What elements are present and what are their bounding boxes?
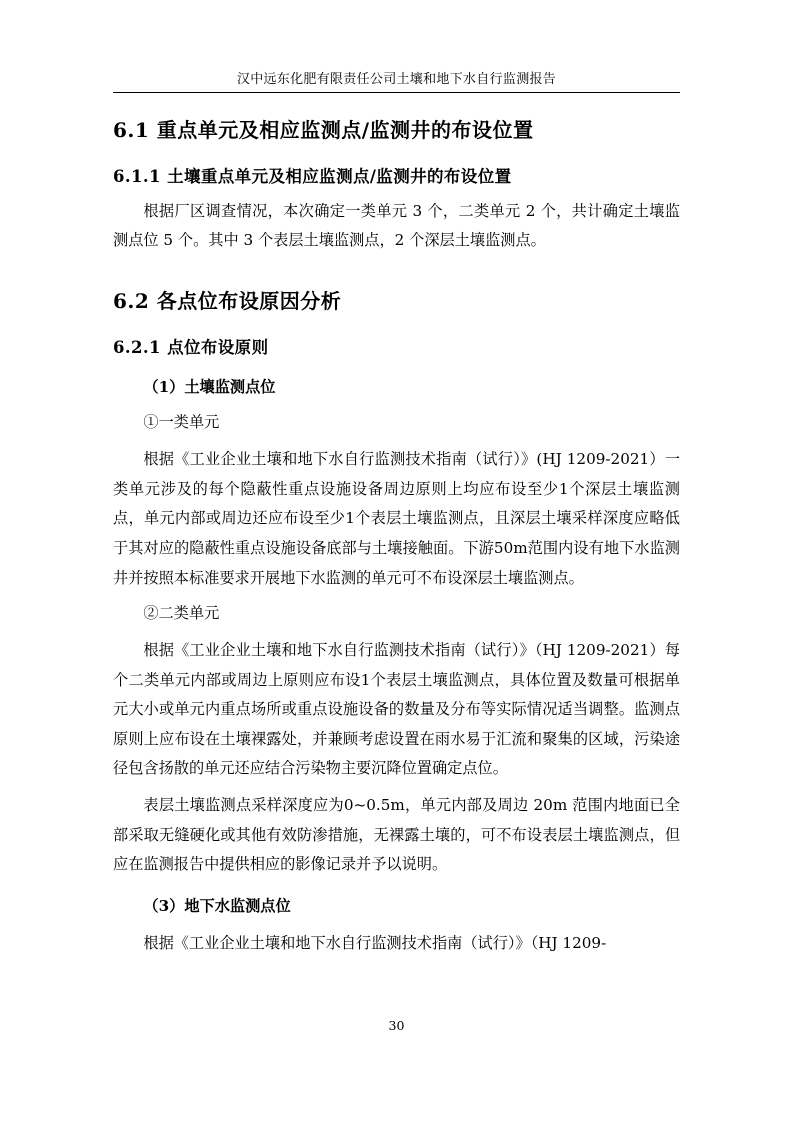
paragraph-category-one-unit: 根据《工业企业土壤和地下水自行监测技术指南（试行）》(HJ 1209-2021）一类单元涉及的每个隐蔽性重点设施设备周边原则上均应布设至少1个深层土壤监测点，单元内部或周边还应布设至少1个表层土壤监测点，且深层土壤采样深度应略低于其对应的隐蔽性重点设施设备底部与土壤接触面。下游50m范围内设有地下水监测井并按照本标准要求开展地下水监测的单元可不布设深层土壤监测点。 <box>113 450 680 587</box>
page-number: 30 <box>388 1018 405 1033</box>
heading-6-2-1: 6.2.1 点位布设原则 <box>113 338 269 358</box>
label-category-one-unit: ①一类单元 <box>143 413 220 432</box>
heading-6-2: 6.2 各点位布设原因分析 <box>113 289 342 314</box>
subheading-soil-monitoring-points: （1）土壤监测点位 <box>143 377 276 396</box>
heading-6-1: 6.1 重点单元及相应监测点/监测井的布设位置 <box>113 118 534 142</box>
paragraph-groundwater-monitoring-points: 根据《工业企业土壤和地下水自行监测技术指南（试行）》（HJ 1209- <box>143 933 607 952</box>
page-content <box>113 68 680 958</box>
heading-6-1-1: 6.1.1 土壤重点单元及相应监测点/监测井的布设位置 <box>113 167 512 186</box>
paragraph-category-two-unit-1: 根据《工业企业土壤和地下水自行监测技术指南（试行）》（HJ 1209-2021）每个二类单元内部或周边上原则应布设1个表层土壤监测点，具体位置及数量可根据单元大小或单元内重点场所或重点设施设备的数量及分布等实际情况适当调整。监测点原则上应布设在土壤裸露处，并兼顾考虑设置在雨水易于汇流和聚集的区域，污染途径包含扬散的单元还应结合污染物主要沉降位置确定点位。 <box>113 640 680 778</box>
running-header: 汉中远东化肥有限责任公司土壤和地下水自行监测报告 <box>113 68 680 93</box>
subheading-groundwater-monitoring-points: （3）地下水监测点位 <box>143 897 291 916</box>
label-category-two-unit: ②二类单元 <box>143 604 220 623</box>
paragraph-category-two-unit-2: 表层土壤监测点采样深度应为0~0.5m，单元内部及周边 20m 范围内地面已全部采取无缝硬化或其他有效防渗措施，无裸露土壤的，可不布设表层土壤监测点，但应在监测报告中提供相应的影像记录并予以说明。 <box>113 796 680 874</box>
paragraph-6-1-1: 根据厂区调查情况，本次确定一类单元 3 个，二类单元 2 个，共计确定土壤监测点位 5 个。其中 3 个表层土壤监测点，2 个深层土壤监测点。 <box>113 201 680 250</box>
